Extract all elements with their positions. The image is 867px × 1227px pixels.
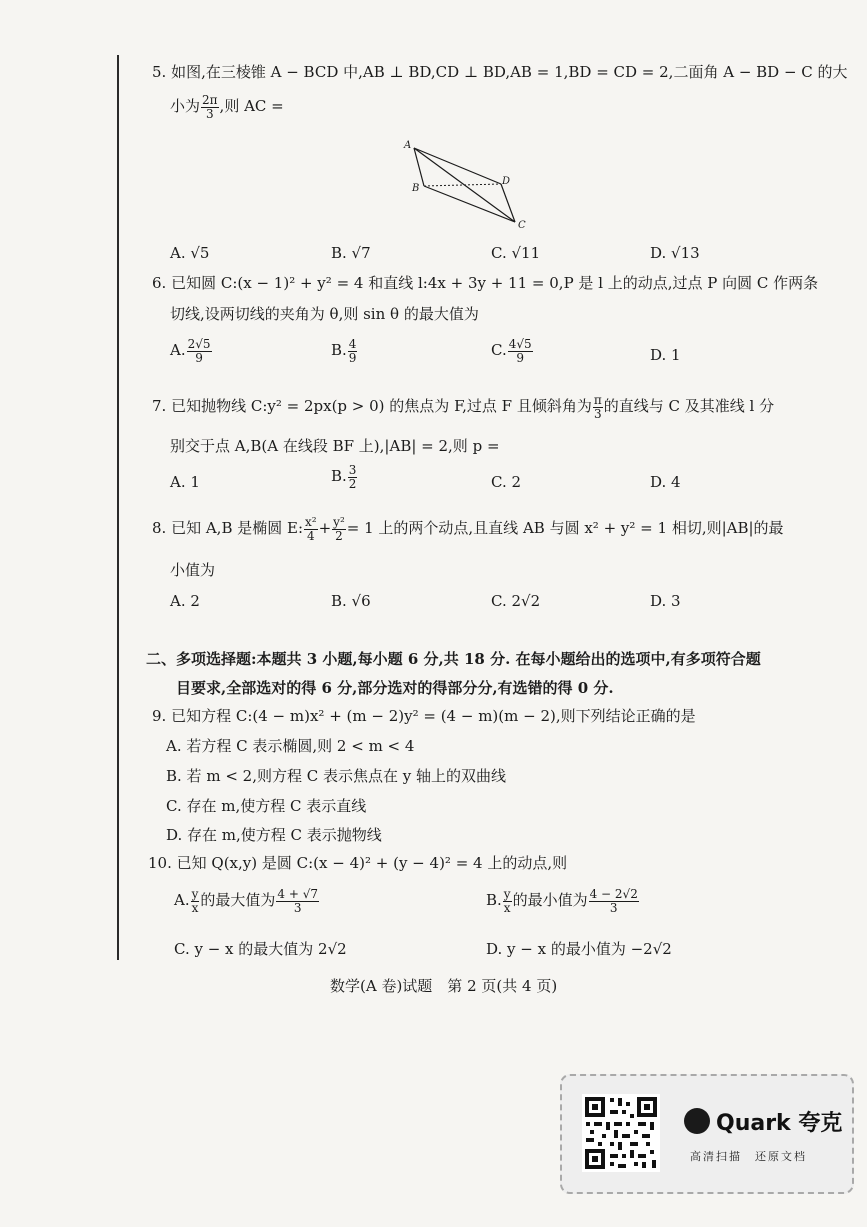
quark-logo-icon — [684, 1108, 710, 1134]
q5-option-d: D. √13 — [650, 244, 700, 262]
q8-option-c: C. 2√2 — [491, 592, 541, 610]
quark-watermark — [560, 1074, 854, 1194]
section2-heading-line2: 目要求,全部选对的得 6 分,部分选对的得部分分,有选错的得 0 分. — [176, 679, 614, 697]
q5-option-b: B. √7 — [331, 244, 371, 262]
label-b: B — [412, 183, 420, 194]
q9-stem: 9. 已知方程 C:(4 − m)x² + (m − 2)y² = (4 − m)(m − 2),则下列结论正确的是 — [152, 707, 696, 725]
q6-stem-line1: 6. 已知圆 C:(x − 1)² + y² = 4 和直线 l:4x + 3y + 11 = 0,P 是 l 上的动点,过点 P 向圆 C 作两条 — [152, 274, 819, 292]
q8-stem-line2: 小值为 — [170, 561, 216, 579]
qr-code-icon — [582, 1094, 660, 1172]
q6-option-b: B. $\frac{4}{9}$ — [331, 337, 357, 365]
q10-option-c: C. y − x 的最大值为 2√2 — [174, 940, 347, 958]
q5-stem-line2: 小为 $\frac{2\pi}{3}$ ,则 AC = — [170, 93, 284, 121]
page-footer: 数学(A 卷)试题 第 2 页(共 4 页) — [330, 977, 558, 995]
q5-tetrahedron-figure — [398, 136, 538, 232]
q10-stem: 10. 已知 Q(x,y) 是圆 C:(x − 4)² + (y − 4)² = 4 上的动点,则 — [148, 854, 568, 872]
label-a: A — [404, 140, 412, 151]
q7-option-d: D. 4 — [650, 473, 681, 491]
label-d: D — [502, 176, 511, 187]
q9-option-a: A. 若方程 C 表示椭圆,则 2 < m < 4 — [166, 737, 415, 755]
q8-option-b: B. √6 — [331, 592, 371, 610]
q5-option-a: A. √5 — [170, 244, 210, 262]
q6-option-c: C. $\frac{4√5}{9}$ — [491, 337, 532, 365]
q8-stem-line1: 8. 已知 A,B 是椭圆 E: $\frac{\text{x²}}{4}$ + $\frac{\text{y²}}{2}$ = 1 上的两个动点,且直线 AB 与圆 x² + y² = 1 相切,则|AB|的最 — [152, 515, 784, 543]
q7-option-c: C. 2 — [491, 473, 522, 491]
q9-option-c: C. 存在 m,使方程 C 表示直线 — [166, 797, 367, 815]
q10-option-d: D. y − x 的最小值为 −2√2 — [486, 940, 672, 958]
label-c: C — [518, 220, 526, 231]
q7-angle-fraction: $\frac{\pi}{3}$ — [593, 393, 602, 421]
q6-option-a: A. $\frac{2√5}{9}$ — [170, 337, 211, 365]
q7-stem-line2: 别交于点 A,B(A 在线段 BF 上),|AB| = 2,则 p = — [170, 437, 500, 455]
q10-option-a: A. $\frac{y}{x}$ 的最大值为 $\frac{4 + √7}{3}$ — [174, 887, 319, 915]
watermark-subtitle: 高清扫描 还原文档 — [690, 1150, 807, 1163]
q7-option-b: B. $\frac{3}{2}$ — [331, 463, 357, 491]
q8-option-a: A. 2 — [170, 592, 200, 610]
watermark-brand: Quark 夸克 — [716, 1111, 843, 1136]
q6-option-d: D. 1 — [650, 346, 681, 364]
q7-option-a: A. 1 — [170, 473, 200, 491]
q5-angle-fraction: $\frac{2\pi}{3}$ — [202, 93, 218, 121]
q8-option-d: D. 3 — [650, 592, 681, 610]
q6-stem-line2: 切线,设两切线的夹角为 θ,则 sin θ 的最大值为 — [170, 305, 479, 323]
edge-bd-hidden — [424, 184, 501, 186]
edge-bc — [424, 186, 515, 222]
edge-ad — [414, 148, 501, 184]
margin-rule — [117, 55, 119, 960]
q5-option-c: C. √11 — [491, 244, 541, 262]
q7-stem-line1: 7. 已知抛物线 C:y² = 2px(p > 0) 的焦点为 F,过点 F 且倾斜角为 $\frac{\pi}{3}$ 的直线与 C 及其准线 l 分 — [152, 393, 775, 421]
section2-heading-line1: 二、多项选择题:本题共 3 小题,每小题 6 分,共 18 分. 在每小题给出的选项中,有多项符合题 — [146, 650, 761, 668]
q9-option-d: D. 存在 m,使方程 C 表示抛物线 — [166, 826, 382, 844]
q5-stem-line1: 5. 如图,在三棱锥 A − BCD 中,AB ⊥ BD,CD ⊥ BD,AB = 1,BD = CD = 2,二面角 A − BD − C 的大 — [152, 63, 848, 81]
q10-option-b: B. $\frac{y}{x}$ 的最小值为 $\frac{4 - 2√2}{3}$ — [486, 887, 638, 915]
q9-option-b: B. 若 m < 2,则方程 C 表示焦点在 y 轴上的双曲线 — [166, 767, 506, 785]
